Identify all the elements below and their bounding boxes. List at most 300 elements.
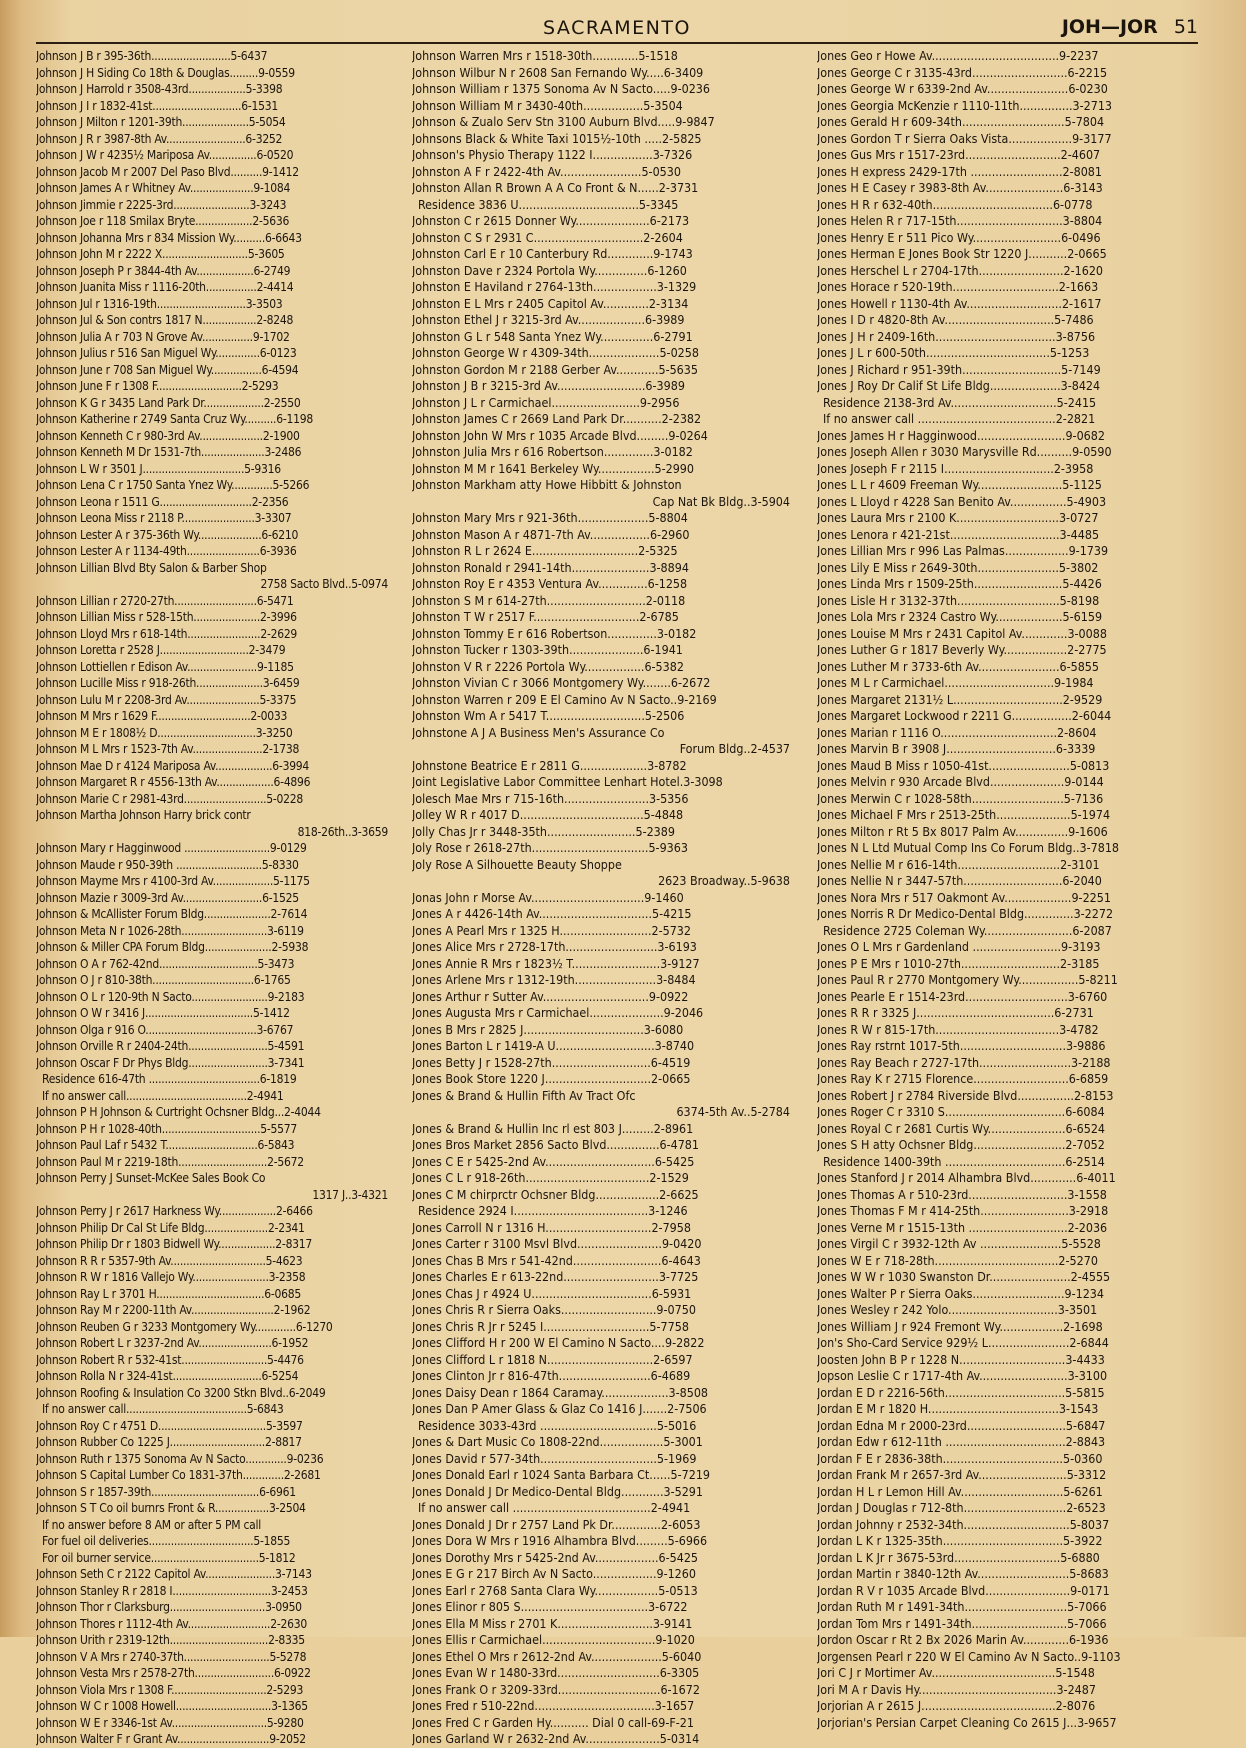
listing-text: Johnson Rolla N r 324-41st............................6-5254 <box>36 1369 299 1383</box>
listing-text: Joly Rose r 2618-27th.................................5-9363 <box>412 840 688 855</box>
listing-entry <box>412 263 790 280</box>
listing-text: Jones W W r 1030 Swanston Dr.......................2-4555 <box>817 1269 1111 1284</box>
listing-text: Johnson June r 708 San Miguel Wy................6-4594 <box>36 362 299 377</box>
listing-text: Jones Helen R r 717-15th..............................3-8804 <box>817 213 1103 228</box>
listing-text: Jorgensen Pearl r 220 W El Camino Av N Sacto..9-1103 <box>817 1648 1121 1664</box>
listing-entry <box>36 312 388 329</box>
listing-entry <box>817 1286 1197 1303</box>
listing-text: Johnston J B r 3215-3rd Av.........................6-3989 <box>412 378 685 393</box>
listing-entry <box>817 1583 1197 1600</box>
listing-text: Johnson Olga r 916 O...................................3-6767 <box>36 1022 294 1037</box>
listing-entry <box>36 1550 388 1567</box>
listing-text: Johnson Joseph P r 3844-4th Av..................6-2749 <box>36 263 291 278</box>
listing-entry <box>36 527 388 544</box>
listing-text: Jones Verne M r 1515-13th ............................2-2036 <box>817 1219 1108 1235</box>
listing-entry <box>36 1286 388 1303</box>
listing-entry <box>412 428 790 445</box>
listing-entry <box>36 708 388 725</box>
listing-entry <box>412 1434 790 1451</box>
listing-entry <box>817 1352 1197 1369</box>
listing-text: Jones Walter P r Sierra Oaks..........................9-1234 <box>817 1285 1104 1301</box>
listing-text: Johnson Loretta r 2528 J............................2-3479 <box>36 643 286 657</box>
listing-text: Johnston Mary Mrs r 921-36th....................5-8804 <box>412 510 688 525</box>
listing-entry <box>817 774 1197 791</box>
listing-text: Johnson Philip Dr r 1803 Bidwell Wy..................2-8317 <box>36 1237 313 1251</box>
listing-text: Johnston Allan R Brown A A Co Front & N......2-3731 <box>412 180 699 195</box>
listing-text: Johnson Paul M r 2219-18th............................2-5672 <box>36 1154 304 1169</box>
listing-text: Johnson J B r 395-36th.........................5-6437 <box>36 49 268 63</box>
listing-text: Jones Augusta Mrs r Carmichael.....................9-2046 <box>412 1005 704 1020</box>
listing-entry <box>36 725 388 742</box>
listing-text: If no answer call......................................5-6843 <box>42 1402 284 1416</box>
listing-entry <box>36 576 388 593</box>
listing-entry <box>412 774 790 791</box>
listing-entry <box>412 164 790 181</box>
listing-entry <box>817 362 1197 379</box>
listing-entry <box>412 1731 790 1748</box>
listing-entry <box>412 213 790 230</box>
listing-entry <box>412 1022 790 1039</box>
listing-entry <box>412 312 790 329</box>
listing-text: Johnson Martha Johnson Harry brick contr <box>36 808 251 822</box>
listing-text: Jones C M chirprctr Ochsner Bldg..................2-6625 <box>412 1186 699 1202</box>
listing-entry <box>412 873 790 890</box>
listing-entry <box>817 1632 1197 1649</box>
listing-entry <box>817 1121 1197 1138</box>
listing-text: Johnson Roofing & Insulation Co 3200 Stkn Blvd..6-2049 <box>36 1385 326 1400</box>
listing-entry <box>817 345 1197 362</box>
listing-entry <box>817 1500 1197 1517</box>
listing-text: Johnson W E r 3346-1st Av..............................5-9280 <box>36 1715 304 1730</box>
listing-text: Johnson Lillian Blvd Bty Salon & Barber Shop <box>36 560 267 575</box>
listing-text: Johnson L W r 3501 J................................5-9316 <box>36 461 281 476</box>
listing-entry <box>36 296 388 313</box>
listing-entry <box>412 758 790 775</box>
listing-text: Johnson M L Mrs r 1523-7th Av......................2-1738 <box>36 742 300 756</box>
listing-text: Jolly Chas Jr r 3448-35th.........................5-2389 <box>412 823 675 839</box>
listing-entry <box>36 923 388 940</box>
listing-entry <box>412 626 790 643</box>
listing-entry <box>412 1418 790 1435</box>
listing-text: Jones Gordon T r Sierra Oaks Vista..................9-3177 <box>817 130 1112 146</box>
listing-text: Johnson Katherine r 2749 Santa Cruz Wy..........6-1198 <box>36 412 313 426</box>
listing-text: Johnson Vesta Mrs r 2578-27th.........................6-0922 <box>36 1666 311 1680</box>
listing-text: Johnson J W r 4235½ Mariposa Av...............6-0520 <box>36 148 294 162</box>
listing-entry <box>36 840 388 857</box>
listing-text: Johnson S r 1857-39th..................................6-6961 <box>36 1484 296 1499</box>
listing-text: Johnson Perry J Sunset-McKee Sales Book Co <box>36 1171 266 1185</box>
listing-text: Johnson Johanna Mrs r 834 Mission Wy..........6-6643 <box>36 230 302 245</box>
listing-text: Jones Louise M Mrs r 2431 Capitol Av.............3-0088 <box>817 625 1107 641</box>
listing-entry <box>412 197 790 214</box>
listing-text: Jones Michael F Mrs r 2513-25th.....................5-1974 <box>817 807 1111 822</box>
listing-text: Johnston Carl E r 10 Canterbury Rd.............9-1743 <box>412 246 693 261</box>
listing-entry <box>817 1319 1197 1336</box>
listing-text: Jones Clifford H r 200 W El Camino N Sacto....9-2822 <box>412 1335 705 1350</box>
listing-entry <box>36 1302 388 1319</box>
listing-entry <box>817 1154 1197 1171</box>
listing-entry <box>412 527 790 544</box>
listing-text: Joint Legislative Labor Committee Lenhart Hotel.3-3098 <box>412 774 723 789</box>
listing-text: Jones L Lloyd r 4228 San Benito Av................5-4903 <box>817 493 1107 509</box>
listing-entry <box>412 65 790 82</box>
listing-entry <box>412 494 790 511</box>
listing-entry <box>36 1517 388 1534</box>
listing-entry <box>817 1055 1197 1072</box>
listing-entry <box>36 1682 388 1699</box>
listing-entry <box>412 708 790 725</box>
listing-text: If no answer before 8 AM or after 5 PM call <box>42 1517 262 1532</box>
listing-text: Jones W E r 718-28th...................................2-5270 <box>817 1252 1098 1268</box>
listing-text: Jon's Sho-Card Service 929½ L.......................2-6844 <box>817 1335 1109 1350</box>
listing-text: Johnson P H r 1028-40th...............................5-5577 <box>36 1121 297 1136</box>
listing-text: Johnson William r 1375 Sonoma Av N Sacto.....9-0236 <box>412 81 710 96</box>
listing-text: Jorjorian's Persian Carpet Cleaning Co 2615 J...3-9657 <box>817 1714 1117 1730</box>
listing-entry <box>817 1220 1197 1237</box>
listing-entry <box>817 593 1197 610</box>
listing-text: Johnson S Capital Lumber Co 1831-37th.............2-2681 <box>36 1468 321 1482</box>
listing-text: Johnston Ronald r 2941-14th......................3-8894 <box>412 559 689 575</box>
listing-text: Jones Thomas A r 510-23rd............................3-1558 <box>817 1186 1107 1202</box>
listing-text: Residence 2138-3rd Av..............................5-2415 <box>823 394 1097 410</box>
listing-column-3 <box>817 48 1197 1731</box>
listing-entry <box>817 1533 1197 1550</box>
listing-entry <box>412 824 790 841</box>
listing-entry <box>412 246 790 263</box>
listing-entry <box>817 1269 1197 1286</box>
listing-entry <box>412 1517 790 1534</box>
listing-text: Jones Arlene Mrs r 1312-19th.......................3-8484 <box>412 972 696 987</box>
listing-text: Johnson W C r 1008 Howell..............................3-1365 <box>36 1699 308 1713</box>
listing-text: Johnson Mazie r 3009-3rd Av.........................6-1525 <box>36 890 299 905</box>
listing-entry <box>412 543 790 560</box>
listing-entry <box>36 1533 388 1550</box>
header-rule <box>36 42 1198 44</box>
name-range: JOH—JOR <box>1061 16 1158 38</box>
listing-entry <box>817 1236 1197 1253</box>
listing-text: Johnston S M r 614-27th............................2-0118 <box>412 592 686 608</box>
listing-text: Jones B Mrs r 2825 J..................................3-6080 <box>412 1021 684 1037</box>
listing-entry <box>412 378 790 395</box>
listing-entry <box>412 1385 790 1402</box>
listing-text: Johnston Warren r 209 E El Camino Av N Sacto..9-2169 <box>412 691 717 707</box>
listing-text: 2758 Sacto Blvd..5-0974 <box>260 577 388 591</box>
listing-entry <box>817 692 1197 709</box>
listing-text: Johnson & Zualo Serv Stn 3100 Auburn Blvd.....9-9847 <box>412 114 715 129</box>
listing-text: Jones Marian r 1116 O.................................2-8604 <box>817 724 1097 740</box>
listing-entry <box>36 1467 388 1484</box>
listing-entry <box>36 956 388 973</box>
listing-entry <box>412 741 790 758</box>
listing-entry <box>817 659 1197 676</box>
listing-text: Johnson June F r 1308 F...........................2-5293 <box>36 379 279 393</box>
listing-entry <box>817 1451 1197 1468</box>
listing-text: Jones Fred C r Garden Hy........... Dial 0 call-69-F-21 <box>412 1714 694 1730</box>
listing-entry <box>36 477 388 494</box>
listing-text: Jones Henry E r 511 Pico Wy.........................6-0496 <box>817 229 1101 245</box>
listing-text: Johnson's Physio Therapy 1122 I.................3-7326 <box>412 147 693 162</box>
listing-entry <box>817 989 1197 1006</box>
listing-text: Johnson Warren Mrs r 1518-30th.............5-1518 <box>412 48 678 63</box>
listing-entry <box>36 114 388 131</box>
listing-entry <box>817 1682 1197 1699</box>
listing-entry <box>412 659 790 676</box>
listing-entry <box>36 1104 388 1121</box>
listing-text: Jordan Johnny r 2532-34th..............................5-8037 <box>817 1516 1110 1532</box>
listing-text: Jones Nora Mrs r 517 Oakmont Av...................9-2251 <box>817 889 1111 905</box>
listing-text: Jones Donald J Dr Medico-Dental Bldg............3-5291 <box>412 1483 703 1499</box>
listing-text: Johnson Wilbur N r 2608 San Fernando Wy.....6-3409 <box>412 64 704 80</box>
listing-text: Jones Melvin r 930 Arcade Blvd.....................9-0144 <box>817 774 1104 789</box>
listing-text: Johnson Viola Mrs r 1308 F..............................2-5293 <box>36 1682 304 1697</box>
listing-text: Johnson Urith r 2319-12th...............................2-8335 <box>36 1633 305 1647</box>
listing-text: Jones Ray Beach r 2727-17th..........................3-2188 <box>817 1054 1111 1070</box>
listing-text: Jones C L r 918-26th...................................2-1529 <box>412 1170 689 1185</box>
listing-text: 1317 J..3-4321 <box>312 1187 388 1202</box>
listing-entry <box>36 1583 388 1600</box>
listing-entry <box>36 131 388 148</box>
listing-text: Johnston Dave r 2324 Portola Wy...............6-1260 <box>412 262 687 278</box>
listing-entry <box>817 1335 1197 1352</box>
listing-text: Johnson S T Co oil burnrs Front & R.................3-2504 <box>36 1501 306 1515</box>
listing-text: Jones J H r 2409-16th..................................3-8756 <box>817 328 1096 344</box>
listing-text: Jones Lillian Mrs r 996 Las Palmas..................9-1739 <box>817 543 1109 558</box>
listing-text: Johnston C r 2615 Donner Wy.....................6-2173 <box>412 213 690 228</box>
listing-text: Johnston Mason A r 4871-7th Av.................6-2960 <box>412 526 690 542</box>
listing-entry <box>412 609 790 626</box>
listing-text: Johnson Ray M r 2200-11th Av..........................2-1962 <box>36 1303 311 1317</box>
listing-text: Jones Georgia McKenzie r 1110-11th...............3-2713 <box>817 97 1113 113</box>
listing-entry <box>412 1187 790 1204</box>
listing-entry <box>36 1022 388 1039</box>
listing-entry <box>817 246 1197 263</box>
listing-entry <box>817 213 1197 230</box>
listing-text: Jones Howell r 1130-4th Av...........................2-1617 <box>817 295 1102 311</box>
listing-entry <box>412 857 790 874</box>
listing-entry <box>36 494 388 511</box>
listing-text: Jones L L r 4609 Freeman Wy........................5-1125 <box>817 477 1102 492</box>
listing-entry <box>817 857 1197 874</box>
listing-text: Johnson M Mrs r 1629 F..............................2-0033 <box>36 709 288 723</box>
listing-text: Jones Margaret 2131½ L...............................2-9529 <box>817 691 1103 707</box>
listing-entry <box>412 725 790 742</box>
listing-entry <box>412 147 790 164</box>
listing-entry <box>412 461 790 478</box>
listing-entry <box>412 1698 790 1715</box>
listing-text: Jones Charles E r 613-22nd...........................3-7725 <box>412 1269 699 1284</box>
listing-entry <box>817 791 1197 808</box>
listing-text: Jones P E Mrs r 1010-27th............................2-3185 <box>817 955 1100 971</box>
listing-entry <box>817 1170 1197 1187</box>
listing-entry <box>36 1236 388 1253</box>
listing-text: Johnston C S r 2931 C...............................2-2604 <box>412 229 683 245</box>
listing-entry <box>36 791 388 808</box>
listing-text: Jones I D r 4820-8th Av...............................5-7486 <box>817 312 1094 327</box>
listing-entry <box>36 560 388 577</box>
listing-text: Jones George C r 3135-43rd...........................6-2215 <box>817 64 1108 80</box>
listing-entry <box>412 1616 790 1633</box>
listing-entry <box>36 1319 388 1336</box>
listing-text: Jones Linda Mrs r 1509-25th.........................5-4426 <box>817 576 1102 591</box>
listing-entry <box>36 593 388 610</box>
listing-text: Johnston Tucker r 1303-39th.....................6-1941 <box>412 642 683 657</box>
listing-text: Johnson J H Siding Co 18th & Douglas.........9-0559 <box>36 65 295 80</box>
listing-entry <box>36 461 388 478</box>
listing-text: Jones Pearle E r 1514-23rd.............................3-6760 <box>817 988 1108 1004</box>
listing-entry <box>817 1088 1197 1105</box>
listing-text: Jordan Edna M r 2000-23rd............................5-6847 <box>817 1417 1106 1433</box>
listing-entry <box>817 1517 1197 1534</box>
listing-entry <box>412 1154 790 1171</box>
listing-text: Johnsons Black & White Taxi 1015½-10th .....2-5825 <box>412 130 702 146</box>
listing-entry <box>412 1335 790 1352</box>
listing-text: Jones H R r 632-40th..................................6-0778 <box>817 196 1093 212</box>
listing-entry <box>412 890 790 907</box>
listing-text: Johnson Perry J r 2617 Harkness Wy..................2-6466 <box>36 1204 313 1218</box>
listing-text: Johnston G L r 548 Santa Ynez Wy...............6-2791 <box>412 328 693 344</box>
listing-text: Jones Margaret Lockwood r 2211 G.................2-6044 <box>817 708 1112 723</box>
listing-text: Johnston James C r 2669 Land Park Dr...........2-2382 <box>412 411 702 426</box>
listing-entry <box>36 741 388 758</box>
listing-entry <box>412 560 790 577</box>
listing-entry <box>36 1649 388 1666</box>
listing-text: Jones Marvin B r 3908 J...............................6-3339 <box>817 741 1096 756</box>
listing-entry <box>817 1698 1197 1715</box>
listing-entry <box>817 114 1197 131</box>
listing-text: Johnston Markham atty Howe Hibbitt & Johnston <box>412 477 682 492</box>
listing-text: Johnston Julia Mrs r 616 Robertson..............3-0182 <box>412 444 693 459</box>
listing-text: Jones George W r 6339-2nd Av.......................6-0230 <box>817 81 1108 96</box>
listing-entry <box>817 1022 1197 1039</box>
listing-text: Jori M A r Davis Hy.......................................3-2487 <box>817 1681 1096 1697</box>
listing-entry <box>817 1418 1197 1435</box>
listing-text: Jones Thomas F M r 414-25th.........................3-2918 <box>817 1203 1109 1218</box>
listing-text: Johnson R W r 1816 Vallejo Wy........................3-2358 <box>36 1270 306 1284</box>
listing-text: Johnson Lucille Miss r 918-26th.....................3-6459 <box>36 676 300 690</box>
listing-text: Jones Carroll N r 1316 H..............................2-7958 <box>412 1219 691 1235</box>
listing-entry <box>36 1599 388 1616</box>
listing-entry <box>412 840 790 857</box>
listing-entry <box>817 197 1197 214</box>
listing-text: Jones Dora W Mrs r 1916 Alhambra Blvd.........5-6966 <box>412 1533 708 1548</box>
listing-entry <box>412 230 790 247</box>
listing-entry <box>412 1715 790 1732</box>
listing-text: Johnson Joe r 118 Smilax Bryte..................2-5636 <box>36 214 290 228</box>
listing-text: Johnson O A r 762-42nd...............................5-3473 <box>36 956 295 971</box>
listing-text: Jones James H r Hagginwood.........................9-0682 <box>817 427 1105 443</box>
listing-entry <box>817 840 1197 857</box>
listing-entry <box>36 758 388 775</box>
listing-entry <box>412 395 790 412</box>
listing-entry <box>412 1203 790 1220</box>
listing-text: Jones Daisy Dean r 1864 Caramay...................3-8508 <box>412 1384 709 1400</box>
listing-entry <box>36 329 388 346</box>
listing-entry <box>817 1104 1197 1121</box>
listing-text: Jones Luther G r 1817 Beverly Wy..................2-2775 <box>817 642 1107 657</box>
listing-text: Jones Lola Mrs r 2324 Castro Wy...................5-6159 <box>817 609 1103 624</box>
listing-entry <box>36 659 388 676</box>
listing-entry <box>412 48 790 65</box>
listing-entry <box>412 296 790 313</box>
listing-entry <box>36 939 388 956</box>
listing-text: Johnson J Harrold r 3508-43rd..................5-3398 <box>36 82 283 96</box>
listing-entry <box>817 1616 1197 1633</box>
listing-entry <box>817 527 1197 544</box>
listing-text: Jones Stanford J r 2014 Alhambra Blvd.............6-4011 <box>817 1170 1116 1185</box>
city-title: SACRAMENTO <box>543 17 691 39</box>
listing-text: Johnston John W Mrs r 1035 Arcade Blvd.........9-0264 <box>412 427 708 443</box>
listing-text: Jones Bros Market 2856 Sacto Blvd...............6-4781 <box>412 1137 699 1152</box>
listing-text: Johnson Lillian Miss r 528-15th.....................2-3996 <box>36 610 297 624</box>
listing-text: 2623 Broadway..5-9638 <box>658 873 790 888</box>
listing-entry <box>412 939 790 956</box>
listing-text: Jordan Martin r 3840-12th Av..........................5-8683 <box>817 1566 1109 1581</box>
listing-entry <box>36 1715 388 1732</box>
listing-entry <box>36 428 388 445</box>
listing-text: Johnston Roy E r 4353 Ventura Av..............6-1258 <box>412 576 688 591</box>
listing-entry <box>412 1302 790 1319</box>
listing-text: Johnson P H Johnson & Curtright Ochsner Bldg...2-4044 <box>36 1105 321 1119</box>
listing-entry <box>817 956 1197 973</box>
listing-entry <box>36 197 388 214</box>
listing-text: Johnson Meta N r 1026-28th...........................3-6119 <box>36 923 304 938</box>
listing-entry <box>412 1467 790 1484</box>
listing-text: Jordan Tom Mrs r 1491-34th...........................5-7066 <box>817 1615 1107 1631</box>
listing-text: Residence 1400-39th ..................................6-2514 <box>823 1153 1105 1169</box>
listing-entry <box>36 1434 388 1451</box>
listing-entry <box>412 1500 790 1517</box>
listing-text: Johnson & Miller CPA Forum Bldg.....................2-5938 <box>36 940 309 954</box>
listing-entry <box>412 1088 790 1105</box>
listing-text: Johnson M E r 1808½ D...............................3-3250 <box>36 725 293 740</box>
listing-text: Jordan J Douglas r 712-8th.............................2-6523 <box>817 1500 1106 1515</box>
listing-entry <box>36 1055 388 1072</box>
listing-entry <box>817 279 1197 296</box>
listing-text: Johnson Lottiellen r Edison Av......................9-1185 <box>36 659 294 674</box>
listing-text: Johnson Lulu M r 2208-3rd Av.......................5-3375 <box>36 692 297 707</box>
listing-text: Jones Dorothy Mrs r 5425-2nd Av..................6-5425 <box>412 1549 699 1565</box>
listing-text: Johnson Kenneth M Dr 1531-7th....................3-2486 <box>36 445 302 459</box>
listing-text: Jones Annie R Mrs r 1823½ T.........................3-9127 <box>412 955 700 971</box>
listing-entry <box>412 98 790 115</box>
listing-text: Jones Virgil C r 3932-12th Av .......................5-5528 <box>817 1236 1101 1251</box>
listing-entry <box>412 510 790 527</box>
listing-text: Johnson Robert R r 532-41st...........................5-4476 <box>36 1352 304 1367</box>
listing-text: Jones Clifford L r 1818 N..............................2-6597 <box>412 1351 693 1367</box>
listing-entry <box>817 758 1197 775</box>
listing-entry <box>36 1632 388 1649</box>
listing-entry <box>412 807 790 824</box>
listing-entry <box>36 213 388 230</box>
listing-text: Jorjorian A r 2615 J......................................2-8076 <box>817 1698 1096 1713</box>
listing-entry <box>817 1665 1197 1682</box>
listing-entry <box>412 1566 790 1583</box>
listing-entry <box>817 1385 1197 1402</box>
listing-text: Johnson Lillian r 2720-27th..........................6-5471 <box>36 593 294 608</box>
listing-text: Jones Donald Earl r 1024 Santa Barbara Ct......5-7219 <box>412 1467 711 1482</box>
listing-column-1 <box>36 48 388 1748</box>
listing-text: Jonas John r Morse Av................................9-1460 <box>412 889 684 905</box>
listing-text: If no answer call .......................................2-4941 <box>418 1500 691 1515</box>
listing-entry <box>412 972 790 989</box>
listing-text: Jones Betty J r 1528-27th............................6-4519 <box>412 1054 691 1070</box>
listing-entry <box>817 1550 1197 1567</box>
listing-text: Jones O L Mrs r Gardenland .........................9-3193 <box>817 939 1101 954</box>
listing-entry <box>817 906 1197 923</box>
listing-entry <box>36 1005 388 1022</box>
listing-entry <box>817 890 1197 907</box>
listing-entry <box>412 1286 790 1303</box>
